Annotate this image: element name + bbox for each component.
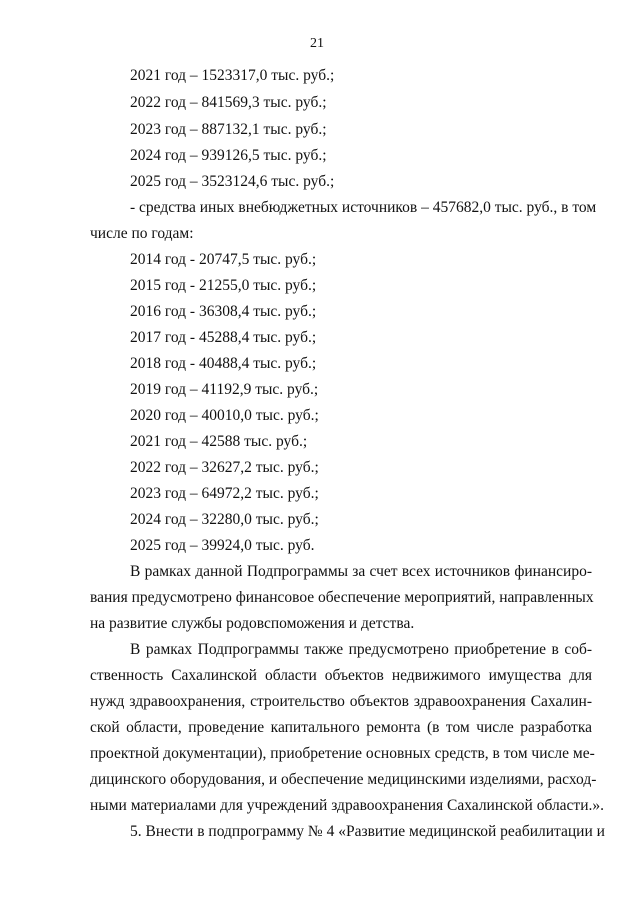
paragraph-line: на развитие службы родовспоможения и детства.: [90, 615, 415, 632]
funding-line: 2024 год – 32280,0 тыс. руб.;: [130, 511, 319, 528]
paragraph-line: вания предусмотрено финансовое обеспечение мероприятий, направленных: [90, 589, 594, 606]
other-sources-line: - средства иных внебюджетных источников – 457682,0 тыс. руб., в том: [130, 199, 597, 216]
funding-line: 2017 год - 45288,4 тыс. руб.;: [130, 329, 317, 346]
funding-line: 2021 год – 1523317,0 тыс. руб.;: [130, 67, 335, 84]
funding-line: 2024 год – 939126,5 тыс. руб.;: [130, 147, 327, 164]
funding-line: 2018 год - 40488,4 тыс. руб.;: [130, 355, 317, 372]
funding-line: 2025 год – 3523124,6 тыс. руб.;: [130, 173, 335, 190]
funding-line: 2020 год – 40010,0 тыс. руб.;: [130, 407, 319, 424]
page-number: 21: [310, 36, 324, 51]
funding-line: 2021 год – 42588 тыс. руб.;: [130, 433, 308, 450]
paragraph-line: 5. Внести в подпрограмму № 4 «Развитие медицинской реабилитации и: [130, 823, 605, 840]
paragraph-line: ственность Сахалинской области объектов недвижимого имущества для: [90, 667, 592, 684]
paragraph-line: ской области, проведение капитального ремонта (в том числе разработка: [90, 719, 592, 736]
funding-line: 2014 год - 20747,5 тыс. руб.;: [130, 251, 317, 268]
funding-line: 2023 год – 64972,2 тыс. руб.;: [130, 485, 319, 502]
other-sources-line: числе по годам:: [90, 225, 194, 242]
funding-line: 2023 год – 887132,1 тыс. руб.;: [130, 121, 327, 138]
funding-line: 2022 год – 32627,2 тыс. руб.;: [130, 459, 319, 476]
paragraph-line: В рамках Подпрограммы также предусмотрено приобретение в соб-: [130, 641, 592, 658]
funding-line: 2016 год - 36308,4 тыс. руб.;: [130, 303, 317, 320]
paragraph-line: дицинского оборудования, и обеспечение медицинскими изделиями, расход-: [90, 771, 597, 788]
funding-line: 2022 год – 841569,3 тыс. руб.;: [130, 94, 327, 111]
funding-line: 2015 год - 21255,0 тыс. руб.;: [130, 277, 317, 294]
paragraph-line: В рамках данной Подпрограммы за счет всех источников финансиро-: [130, 563, 592, 580]
paragraph-line: нужд здравоохранения, строительство объектов здравоохранения Сахалин-: [90, 693, 592, 710]
funding-line: 2019 год – 41192,9 тыс. руб.;: [130, 381, 319, 398]
paragraph-line: ными материалами для учреждений здравоохранения Сахалинской области.».: [90, 797, 605, 814]
funding-line: 2025 год – 39924,0 тыс. руб.: [130, 537, 315, 554]
paragraph-line: проектной документации), приобретение основных средств, в том числе ме-: [90, 745, 595, 762]
